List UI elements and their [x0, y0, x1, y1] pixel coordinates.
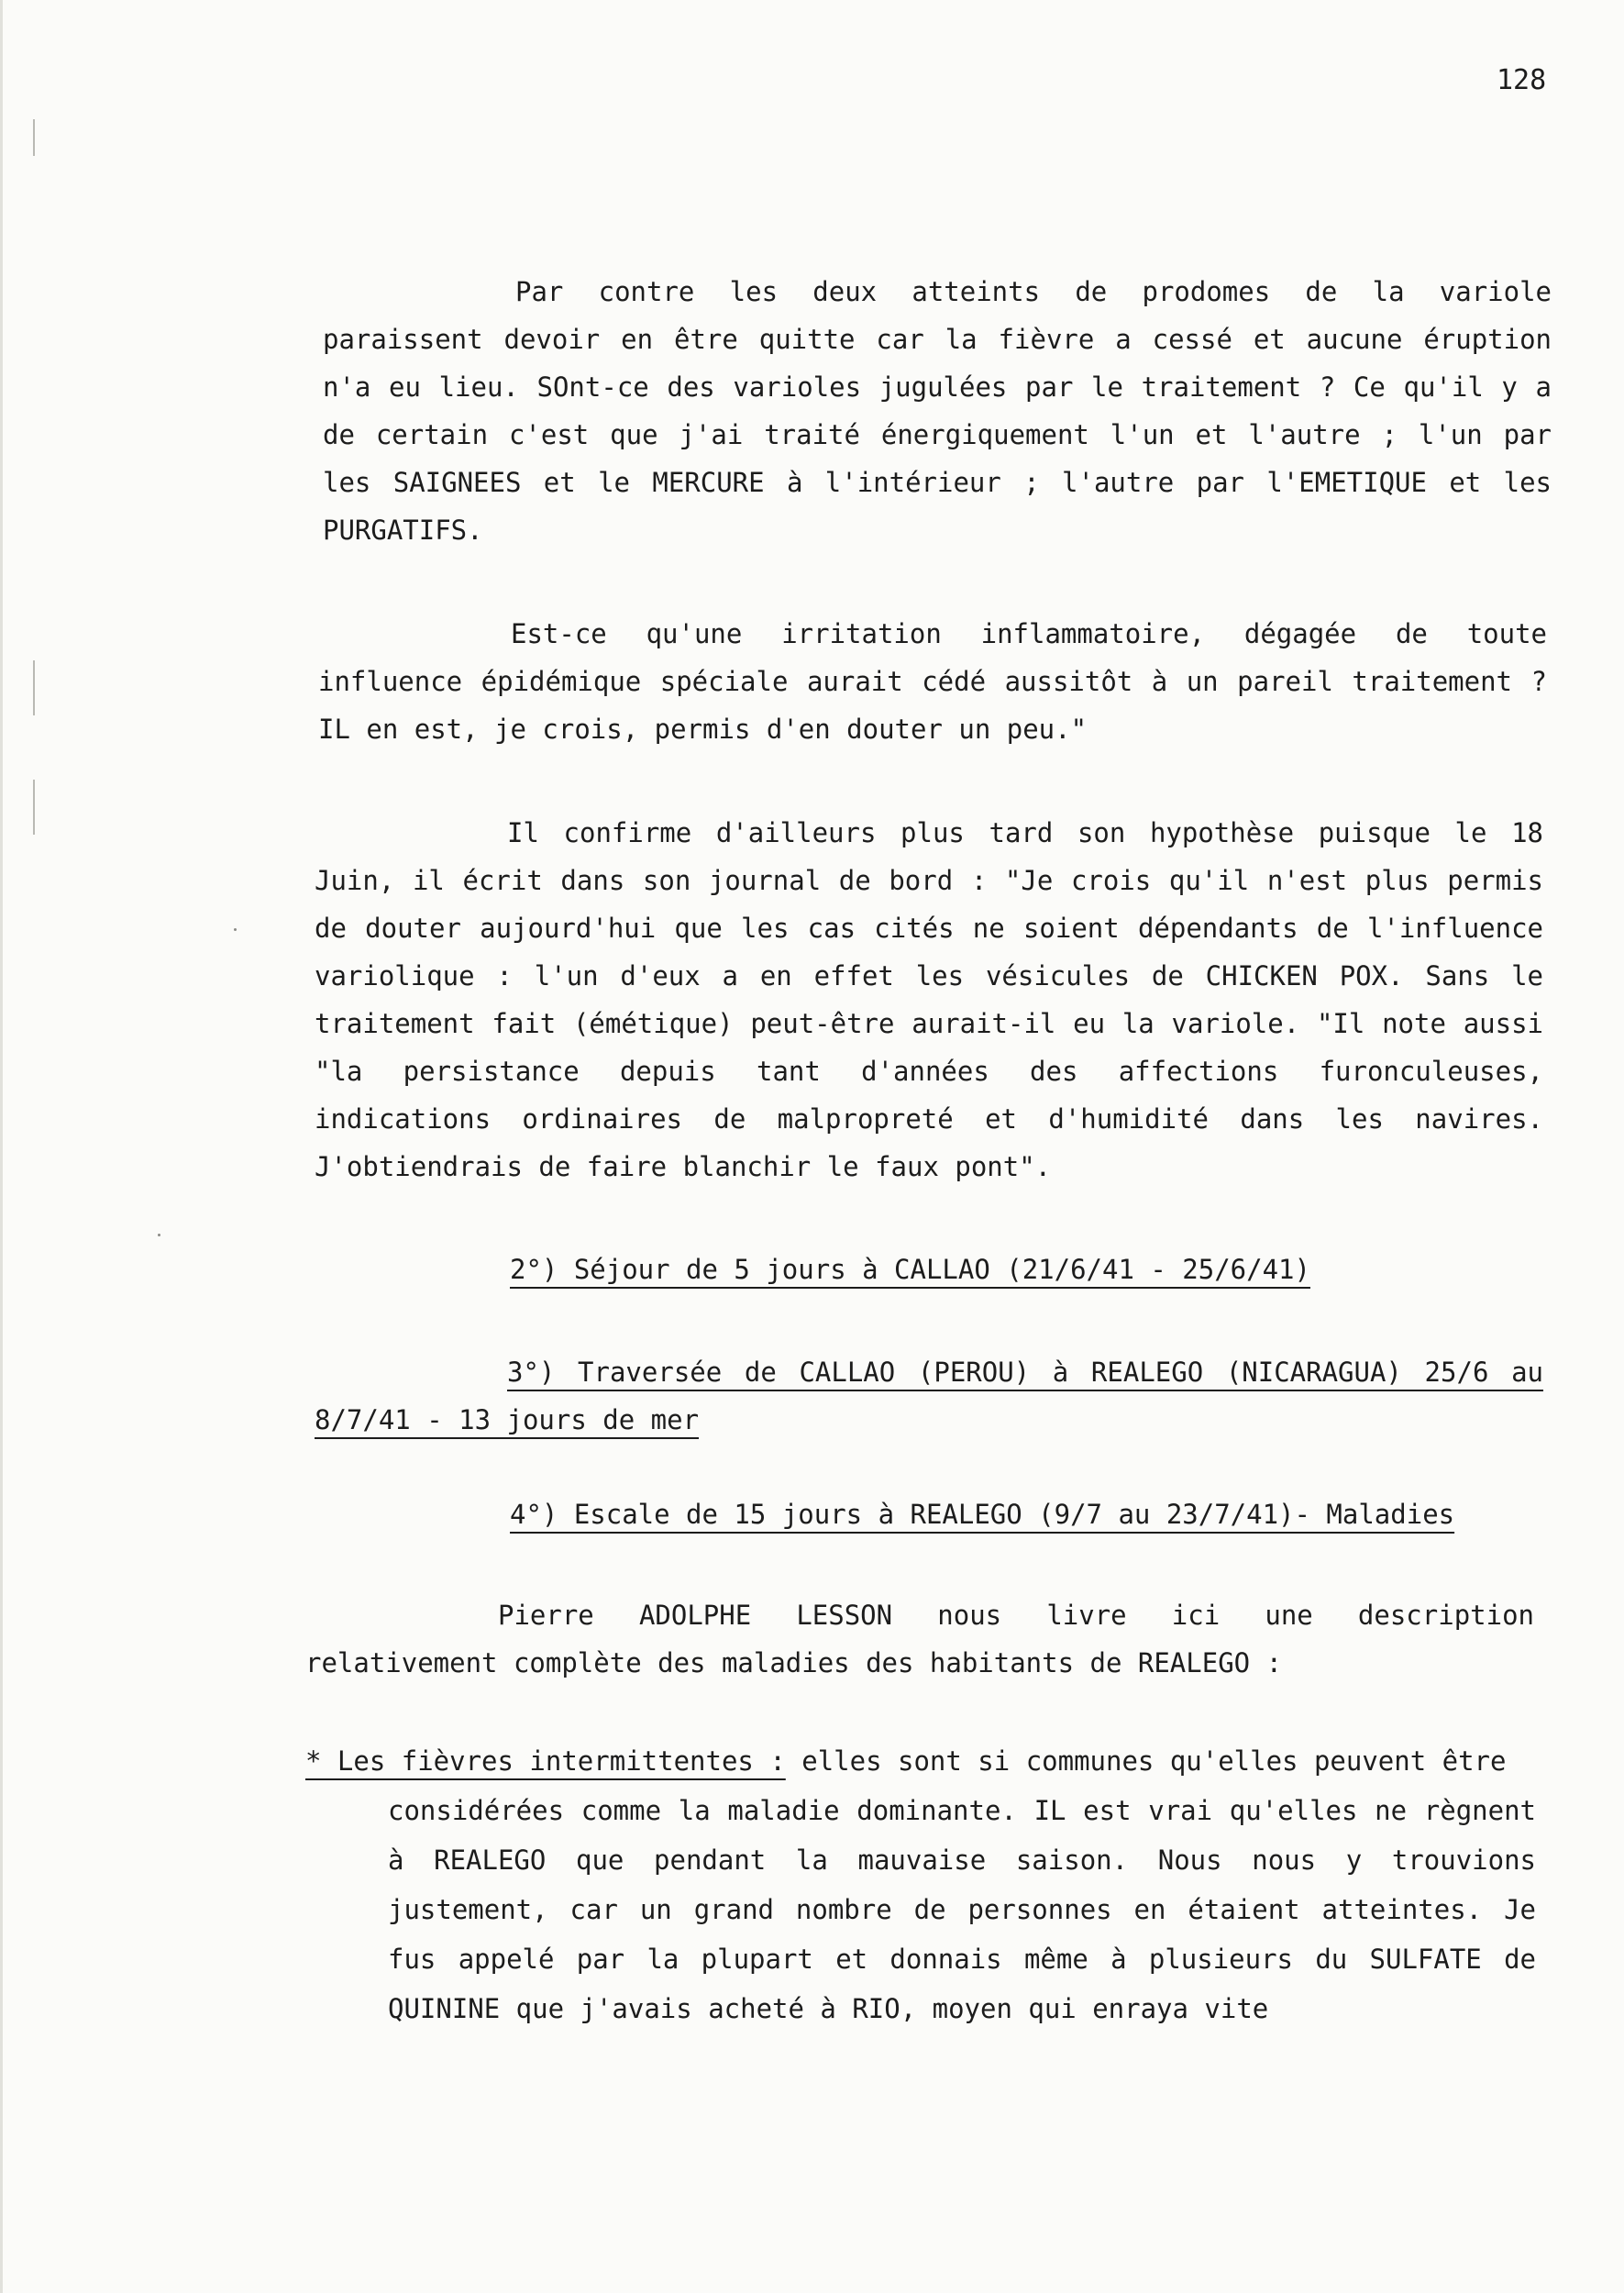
scan-edge: [0, 0, 3, 2293]
list-label: * Les fièvres intermittentes :: [305, 1745, 786, 1777]
scan-speck: [158, 1234, 160, 1236]
scan-mark: [33, 660, 35, 715]
list-continuation: considérées comme la maladie dominante. IL est vrai qu'elles ne règnent à REALEGO que pendant la mauvaise saison. Nous nous y trouvions justement, car un grand nombre de personnes en étaient atteintes. Je fus appelé par la plupart et donnais même à plusieurs du SULFATE de QUININE que j'avais acheté à RIO, moyen qui enraya vite: [388, 1795, 1536, 2024]
heading-realego-stopover: 4°) Escale de 15 jours à REALEGO (9/7 au 23/7/41)- Maladies: [510, 1499, 1455, 1530]
paragraph-2: Est-ce qu'une irritation inflammatoire, dégagée de toute influence épidémique spéciale aurait cédé aussitôt à un pareil traitement ? IL en est, je crois, permis d'en douter un peu.": [318, 618, 1547, 745]
list-first-line-text: elles sont si communes qu'elles peuvent être: [785, 1745, 1507, 1777]
list-item-fevers: [305, 1736, 1536, 2033]
paragraph-1: Par contre les deux atteints de prodomes de la variole paraissent devoir en être quitte car la fièvre a cessé et aucune éruption n'a eu lieu. SOnt-ce des varioles jugulées par le traitement ? Ce qu'il y a de certain c'est que j'ai traité énergiquement l'un et l'autre ; l'un par les SAIGNEES et le MERCURE à l'intérieur ; l'autre par l'EMETIQUE et les PURGATIFS.: [323, 276, 1552, 546]
intro-paragraph: Pierre ADOLPHE LESSON nous livre ici une description relativement complète des maladies des habitants de REALEGO :: [305, 1600, 1534, 1678]
scan-mark: [33, 780, 35, 835]
heading-callao-stay: 2°) Séjour de 5 jours à CALLAO (21/6/41 - 25/6/41): [510, 1254, 1310, 1285]
heading-crossing: 3°) Traversée de CALLAO (PEROU) à REALEGO (NICARAGUA) 25/6 au 8/7/41 - 13 jours de mer: [315, 1357, 1543, 1435]
page-number: 128: [1497, 64, 1547, 96]
scan-speck: [234, 928, 237, 931]
list-first-line: [305, 1736, 1536, 1786]
paragraph-3: Il confirme d'ailleurs plus tard son hypothèse puisque le 18 Juin, il écrit dans son journal de bord : "Je crois qu'il n'est plus permis de douter aujourd'hui que les cas cités ne soient dépendants de l'influence variolique : l'un d'eux a en effet les vésicules de CHICKEN POX. Sans le traitement fait (émétique) peut-être aurait-il eu la variole. "Il note aussi "la persistance depuis tant d'années des affections furonculeuses, indications ordinaires de malpropreté et d'humidité dans les navires. J'obtiendrais de faire blanchir le faux pont".: [315, 817, 1543, 1182]
scan-mark: [33, 119, 35, 156]
